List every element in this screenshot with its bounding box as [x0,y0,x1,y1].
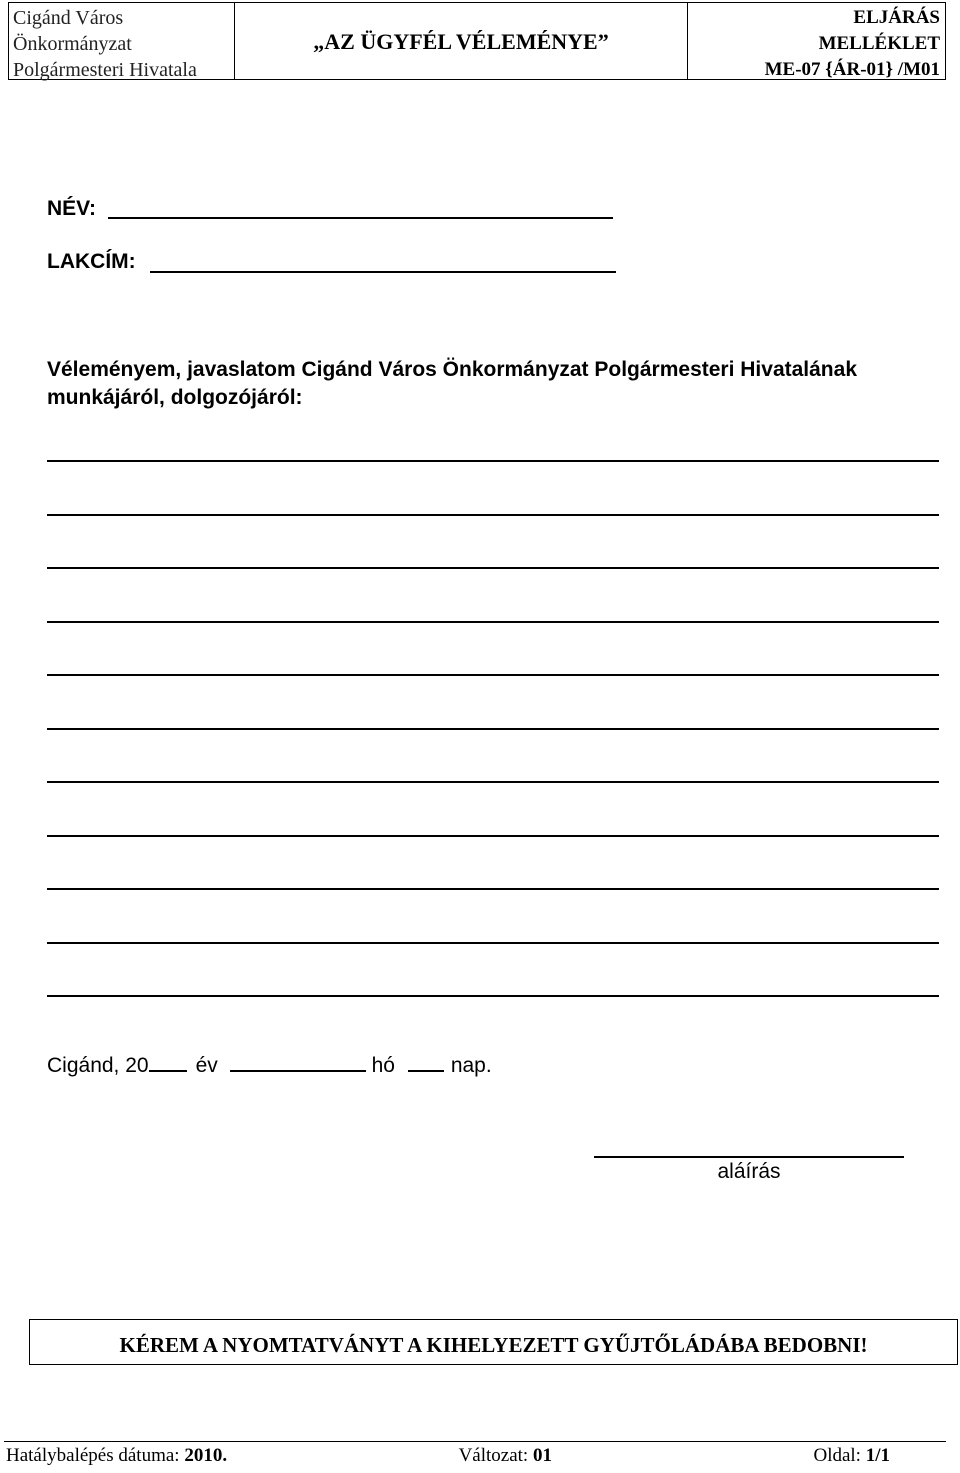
name-field-line[interactable] [108,217,613,219]
attachment-label: MELLÉKLET [818,33,940,54]
issuer-line-1: Cigánd Város [13,7,124,29]
date-place-prefix: Cigánd, 20 [47,1054,149,1077]
day-blank[interactable] [408,1052,444,1072]
comment-line[interactable] [47,835,939,837]
comment-line[interactable] [47,781,939,783]
document-title: „AZ ÜGYFÉL VÉLEMÉNYE” [235,3,688,79]
comment-line[interactable] [47,995,939,997]
submission-notice: KÉREM A NYOMTATVÁNYT A KIHELYEZETT GYŰJTŐLÁDÁBA BEDOBNI! [29,1319,958,1365]
month-blank[interactable] [230,1052,366,1072]
document-header [8,2,946,80]
document-code: ME-07 {ÁR-01} /M01 [764,59,940,80]
page-label: Oldal: [813,1445,861,1466]
issuer-line-3: Polgármesteri Hivatala [13,59,197,81]
signature-label: aláírás [717,1160,781,1183]
footer-divider [4,1441,946,1442]
document-footer [6,1445,890,1467]
page-value: 1/1 [865,1445,890,1466]
issuer-cell [9,3,235,79]
comment-line[interactable] [47,567,939,569]
issuer-line-2: Önkormányzat [13,33,132,55]
address-label: LAKCÍM: [47,250,136,273]
comment-line[interactable] [47,621,939,623]
comment-line[interactable] [47,728,939,730]
page-info [813,1445,890,1467]
version-label: Változat: [458,1445,529,1466]
version-info [459,1445,552,1467]
effective-date-label: Hatálybalépés dátuma: [6,1445,180,1466]
date-row [47,1052,492,1078]
opinion-prompt: Véleményem, javaslatom Cigánd Város Önkormányzat Polgármesteri Hivatalának munkájáról, dolgozójáról: [47,358,857,409]
comment-line[interactable] [47,674,939,676]
effective-date-value: 2010. [184,1445,228,1466]
comment-line[interactable] [47,514,939,516]
year-label: év [195,1054,218,1077]
version-value: 01 [532,1445,552,1466]
comment-line[interactable] [47,460,939,462]
month-label: hó [371,1054,395,1077]
year-blank[interactable] [149,1052,187,1072]
document-code-cell [688,3,945,79]
comment-line[interactable] [47,942,939,944]
day-label: nap. [450,1054,492,1077]
signature-line[interactable] [594,1156,904,1158]
effective-date [6,1445,227,1467]
address-field-line[interactable] [150,271,616,273]
comment-line[interactable] [47,888,939,890]
name-label: NÉV: [47,197,97,220]
procedure-label: ELJÁRÁS [853,7,940,28]
